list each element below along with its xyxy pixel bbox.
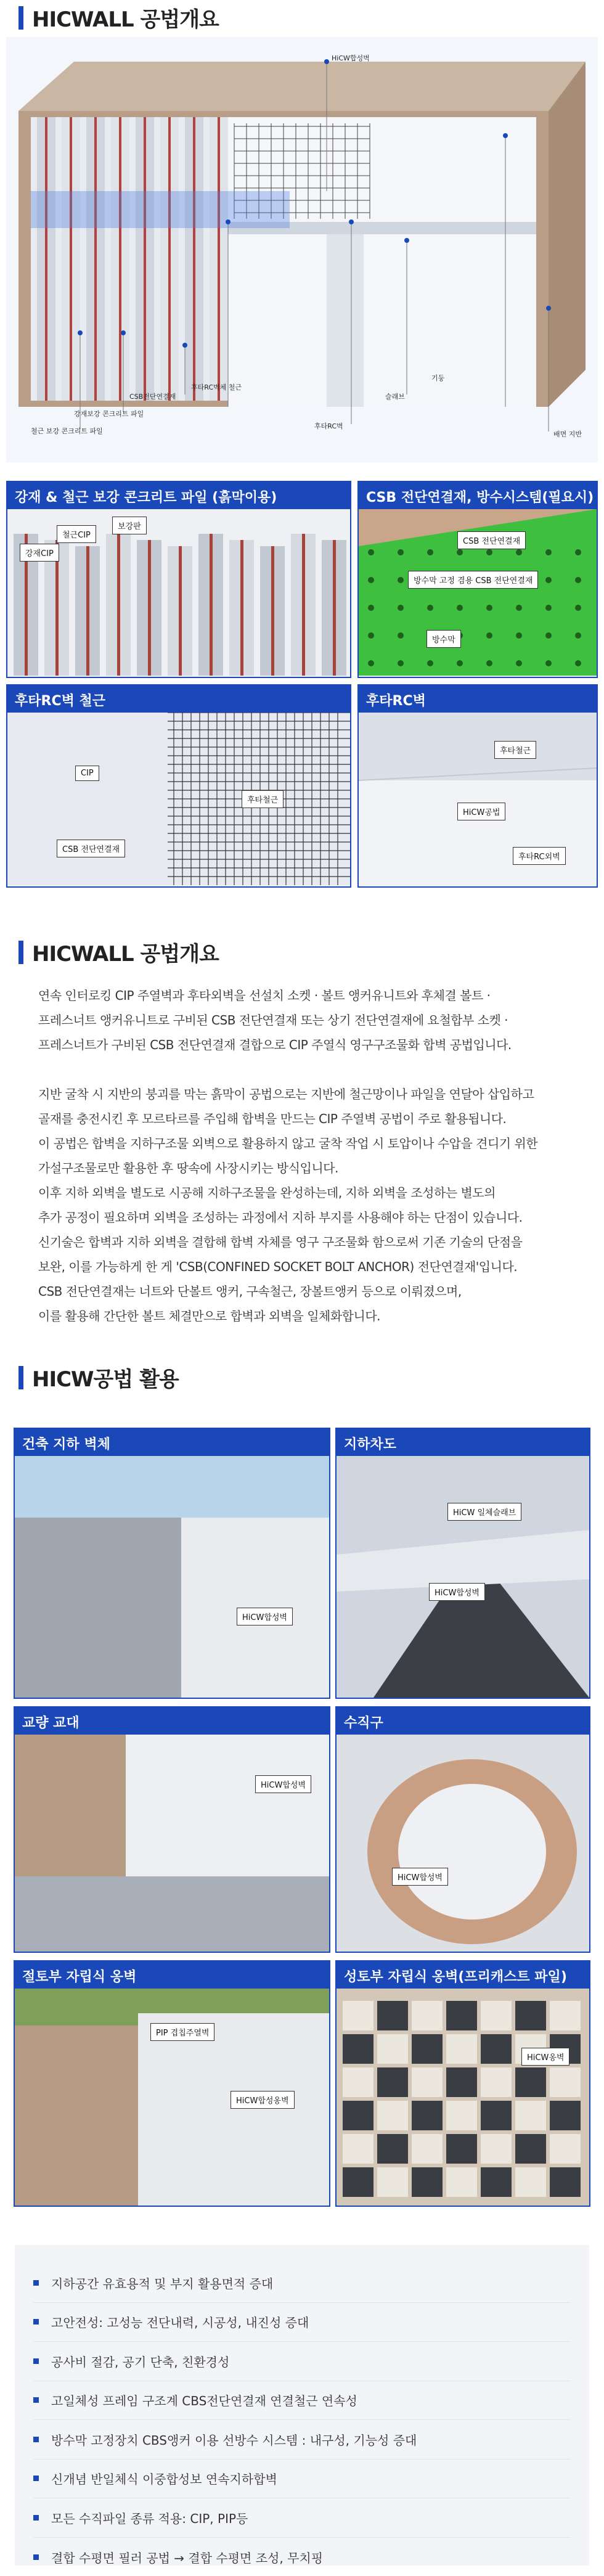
pile-steel: [70, 117, 72, 401]
precast-block: [412, 2134, 443, 2164]
precast-block: [550, 2067, 581, 2097]
room-interior: [228, 117, 536, 407]
panel-title: 성토부 자립식 옹벽(프리캐스트 파일): [337, 1961, 589, 1989]
section1-title: [18, 2, 219, 33]
leader-dot: [226, 219, 231, 224]
paragraph-spacer: [38, 1057, 581, 1082]
tag: 후타철근: [494, 741, 536, 759]
paragraph-line: 프레스너트 앵커유니트로 구비된 CSB 전단연결재 또는 상기 전단연결재에 요철합부 소켓 ·: [38, 1013, 508, 1028]
label-csb: CSB전단연결재: [129, 393, 176, 401]
overview-text: [38, 983, 581, 1328]
precast-block: [377, 2167, 408, 2197]
precast-block: [481, 2101, 512, 2130]
anchor-dot: [575, 660, 581, 666]
precast-block: [446, 2167, 477, 2197]
hero-illustration: [6, 37, 598, 462]
panel-title: CSB 전단연결재, 방수시스템(필요시): [359, 482, 597, 509]
paragraph-line: 신기술은 합벽과 지하 외벽을 결합해 합벽 자체를 영구 구조물화 함으로써 기존 기술의 단점을: [38, 1235, 523, 1249]
feature-item: [33, 2303, 571, 2342]
ground-top: [18, 62, 586, 111]
bullet-icon: [33, 2476, 39, 2481]
tag: PIP 겹칩주열벽: [150, 2023, 214, 2041]
anchor-dot: [516, 605, 522, 611]
usage-bridge-abutment: [14, 1706, 330, 1953]
precast-block: [550, 2101, 581, 2130]
pile-steel: [119, 117, 121, 401]
precast-block: [515, 2134, 546, 2164]
anchor-dot: [486, 632, 492, 639]
leader-dot: [404, 238, 409, 243]
anchor-dot: [368, 660, 374, 666]
anchor-dot: [545, 632, 552, 639]
usage-underpass: [335, 1428, 590, 1699]
feature-list: [15, 2245, 589, 2566]
pile-row: [14, 534, 346, 676]
precast-block: [343, 2167, 373, 2197]
tag: HiCW합성벽: [429, 1583, 485, 1601]
panel-title: 수직구: [337, 1707, 589, 1735]
tag: CSB 전단연결재: [57, 840, 125, 857]
feature-text: 고일체성 프레임 구조계 CBS전단연결재 연결철근 연속성: [51, 2394, 357, 2409]
leader-dot: [349, 219, 354, 224]
feature-text: 신개념 반일체식 이중합성보 연속지하합벽: [51, 2472, 277, 2487]
tag: 보강판: [112, 517, 147, 534]
title-bar: [18, 1366, 23, 1389]
paragraph-line: 보완, 이를 가능하게 한 게 'CSB(CONFINED SOCKET BOLT ANCHOR) 전단연결재'입니다.: [38, 1259, 518, 1274]
column: [327, 234, 364, 407]
retaining-wall: [138, 2013, 329, 2206]
label-steel-pile: 강재보강 콘크리트 파일: [74, 410, 144, 418]
paragraph-line: 추가 공정이 필요하며 외벽을 조성하는 과정에서 지하 부지를 사용해야 하는 단점이 있습니다.: [38, 1210, 523, 1225]
panel-back-rc: [357, 684, 598, 888]
csb-band: [31, 191, 290, 228]
usage-cut-retaining-wall: [14, 1960, 330, 2207]
leader-dot: [78, 330, 83, 335]
panel-title: 강재 & 철근 보강 콘크리트 파일 (흙막이용): [7, 482, 350, 509]
pile-steel: [218, 117, 220, 401]
label-hicw-wall: HiCW합성벽: [332, 54, 370, 62]
tag: 후타철근: [242, 790, 284, 808]
precast-block: [446, 2101, 477, 2130]
leader-dot: [121, 330, 126, 335]
precast-block: [515, 2167, 546, 2197]
bullet-icon: [33, 2358, 39, 2364]
hero-diagram: [6, 37, 598, 462]
panel-csb-waterproof: [357, 481, 598, 678]
precast-block: [481, 2034, 512, 2064]
anchor-dot: [486, 549, 492, 555]
anchor-dot: [516, 632, 522, 639]
feature-text: 결합 수평면 필러 공법 → 결합 수평면 조성, 무치핑: [51, 2550, 324, 2566]
anchor-dot: [398, 577, 404, 583]
precast-block: [412, 2101, 443, 2130]
bullet-icon: [33, 2397, 39, 2403]
paragraph-line: 이 공법은 합벽을 지하구조물 외벽으로 활용하지 않고 굴착 작업 시 토압이나 수압을 견디기 위한: [38, 1136, 538, 1151]
section3-title-text: HICW공법 활용: [32, 1367, 179, 1392]
precast-block: [412, 2067, 443, 2097]
feature-item: [33, 2459, 571, 2499]
feature-item: [33, 2420, 571, 2459]
anchor-dot: [368, 577, 374, 583]
title-bar: [18, 6, 23, 30]
precast-block: [446, 2134, 477, 2164]
anchor-dot: [545, 605, 552, 611]
precast-block: [446, 2001, 477, 2030]
pile-steel: [210, 534, 213, 676]
precast-block: [377, 2101, 408, 2130]
anchor-dot: [398, 632, 404, 639]
anchor-dot: [398, 660, 404, 666]
paragraph-line: 이후 지하 외벽을 별도로 시공해 지하구조물을 완성하는데, 지하 외벽을 조성하는 별도의: [38, 1185, 496, 1200]
anchor-dot: [486, 660, 492, 666]
usage-vertical-shaft: [335, 1706, 590, 1953]
pile-steel: [45, 117, 47, 401]
precast-block: [412, 2034, 443, 2064]
precast-block: [481, 2001, 512, 2030]
anchor-dot: [368, 549, 374, 555]
anchor-dot: [575, 605, 581, 611]
precast-block: [515, 2001, 546, 2030]
feature-text: 모든 수직파일 종류 적용: CIP, PIP등: [51, 2511, 248, 2526]
tag: HiCW합성벽: [392, 1868, 448, 1886]
anchor-dot: [545, 577, 552, 583]
section1-title-text: HICWALL 공법개요: [32, 7, 219, 32]
precast-block: [343, 2101, 373, 2130]
bullet-icon: [33, 2319, 39, 2325]
usage-illustration: [337, 1989, 589, 2206]
precast-block: [481, 2167, 512, 2197]
leader-dot: [324, 59, 329, 64]
pile-steel: [86, 546, 89, 676]
anchor-dot: [545, 549, 552, 555]
label-back-rebar: 후타RC벽체 철근: [191, 383, 242, 391]
precast-block: [550, 2167, 581, 2197]
precast-block: [343, 2067, 373, 2097]
anchor-dot: [457, 605, 463, 611]
tag: HiCW공법: [457, 803, 505, 820]
pile-steel: [144, 117, 146, 401]
precast-block: [343, 2001, 373, 2030]
shaft-inner: [398, 1784, 546, 1920]
precast-block: [343, 2134, 373, 2164]
tag: 철근CIP: [57, 525, 96, 543]
tag: HiCW 일체슬래브: [447, 1503, 521, 1521]
usage-illustration: [337, 1456, 589, 1698]
label-column: 기둥: [431, 374, 445, 382]
anchor-dot: [427, 660, 433, 666]
paragraph-line: 가설구조물로만 활용한 후 땅속에 사장시키는 방식입니다.: [38, 1161, 338, 1176]
section3-title: [18, 1362, 179, 1392]
usage-illustration: [15, 1735, 329, 1952]
label-back-rc: 후타RC벽: [314, 422, 343, 430]
sky: [15, 1456, 329, 1518]
panel-title: 후타RC벽 철근: [7, 685, 350, 713]
anchor-dot: [457, 660, 463, 666]
precast-block: [412, 2001, 443, 2030]
panel-title: 후타RC벽: [359, 685, 597, 713]
tag: CIP: [75, 766, 99, 781]
panel-title: 교량 교대: [15, 1707, 329, 1735]
precast-block: [481, 2067, 512, 2097]
feature-item: [33, 2538, 571, 2576]
panel-steel-rebar-pile: [6, 481, 351, 678]
precast-block: [446, 2067, 477, 2097]
panel-title: 절토부 자립식 옹벽: [15, 1961, 329, 1989]
precast-block: [377, 2067, 408, 2097]
precast-block: [343, 2034, 373, 2064]
precast-block: [515, 2101, 546, 2130]
title-bar: [18, 941, 23, 964]
anchor-dot: [545, 660, 552, 666]
anchor-dot: [516, 549, 522, 555]
feature-text: 고안전성: 고성능 전단내력, 시공성, 내진성 증대: [51, 2315, 309, 2331]
tag: 후타RC외벽: [513, 847, 566, 865]
panel-title: 지하차도: [337, 1429, 589, 1456]
pile-steel: [168, 117, 171, 401]
label-rebar-pile: 철근 보강 콘크리트 파일: [31, 427, 103, 435]
abutment-wall: [126, 1735, 329, 1876]
usage-illustration: [15, 1456, 329, 1698]
usage-fill-retaining-wall: [335, 1960, 590, 2207]
section2-title: [18, 937, 219, 967]
paragraph-line: 연속 인터로킹 CIP 주열벽과 후타외벽을 선설치 소켓 · 볼트 앵커유니트와 후체결 볼트 ·: [38, 988, 491, 1003]
feature-text: 방수막 고정장치 CBS앵커 이용 선방수 시스템 : 내구성, 기능성 증대: [51, 2432, 417, 2448]
bullet-icon: [33, 2554, 39, 2560]
label-drain: 배면 지반: [553, 430, 582, 438]
leader-dot: [546, 306, 551, 311]
tag: 방수막: [426, 630, 461, 648]
anchor-dot: [368, 632, 374, 639]
tag: HiCW옹벽: [521, 2048, 569, 2066]
tag: HiCW합성벽: [237, 1608, 293, 1625]
pile-steel: [240, 540, 243, 676]
anchor-dot: [398, 605, 404, 611]
usage-illustration: [337, 1735, 589, 1952]
precast-block: [412, 2167, 443, 2197]
feature-item: [33, 2381, 571, 2421]
panel-title: 건축 지하 벽체: [15, 1429, 329, 1456]
section2-title-text: HICWALL 공법개요: [32, 942, 219, 967]
ground: [15, 1876, 329, 1952]
paragraph-line: 이를 활용해 간단한 볼트 체결만으로 합벽과 외벽을 일체화합니다.: [38, 1309, 380, 1323]
pile-steel: [148, 540, 151, 676]
precast-block: [550, 2001, 581, 2030]
anchor-dot: [427, 549, 433, 555]
tag: HiCW합성옹벽: [231, 2091, 295, 2109]
precast-block: [515, 2067, 546, 2097]
pile-steel: [117, 534, 120, 676]
feature-item: [33, 2342, 571, 2381]
label-slab: 슬래브: [385, 393, 405, 401]
bullet-icon: [33, 2437, 39, 2442]
leader-dot: [503, 133, 508, 138]
tag: CSB 전단연결재: [457, 531, 526, 549]
bullet-icon: [33, 2515, 39, 2521]
precast-block: [481, 2134, 512, 2164]
leader-dot: [182, 343, 187, 348]
bullet-icon: [33, 2280, 39, 2286]
tag: 강재CIP: [20, 544, 59, 562]
feature-text: 지하공간 유효용적 및 부지 활용면적 증대: [51, 2276, 274, 2291]
anchor-dot: [398, 549, 404, 555]
feature-item: [33, 2263, 571, 2303]
pile-steel: [302, 534, 305, 676]
feature-item: [33, 2498, 571, 2538]
precast-block: [377, 2001, 408, 2030]
precast-block: [550, 2134, 581, 2164]
anchor-dot: [575, 549, 581, 555]
pile-steel: [333, 540, 336, 676]
pile-steel: [179, 546, 182, 676]
anchor-dot: [575, 632, 581, 639]
panel-illustration: [7, 713, 350, 885]
panel-back-rebar: [6, 684, 351, 888]
pile-steel: [193, 117, 195, 401]
precast-block: [377, 2034, 408, 2064]
tag: HiCW합성벽: [255, 1775, 311, 1793]
anchor-dot: [368, 605, 374, 611]
anchor-dot: [575, 577, 581, 583]
precast-block: [446, 2034, 477, 2064]
pile-steel: [94, 117, 97, 401]
paragraph-line: 프레스너트가 구비된 CSB 전단연결재 결합으로 CIP 주열식 영구구조물화 합벽 공법입니다.: [38, 1037, 512, 1052]
pile-steel: [271, 546, 274, 676]
ground-side: [549, 62, 586, 407]
anchor-dot: [486, 605, 492, 611]
anchor-dot: [427, 605, 433, 611]
tag: 방수막 고정 겸용 CSB 전단연결재: [408, 571, 538, 589]
paragraph-line: CSB 전단연결재는 너트와 단볼트 앵커, 구속철근, 장볼트앵커 등으로 이뤄졌으며,: [38, 1284, 462, 1299]
anchor-dot: [516, 660, 522, 666]
precast-block: [377, 2134, 408, 2164]
anchor-dot: [457, 549, 463, 555]
usage-basement-wall: [14, 1428, 330, 1699]
paragraph-line: 지반 굴착 시 지반의 붕괴를 막는 흙막이 공법으로는 지반에 철근망이나 파일을 연달아 삽입하고: [38, 1087, 534, 1102]
paragraph-line: 골재를 충전시킨 후 모르타르를 주입해 합벽을 만드는 CIP 주열벽 공법이 주로 활용됩니다.: [38, 1111, 507, 1126]
feature-text: 공사비 절감, 공기 단축, 친환경성: [51, 2354, 230, 2370]
